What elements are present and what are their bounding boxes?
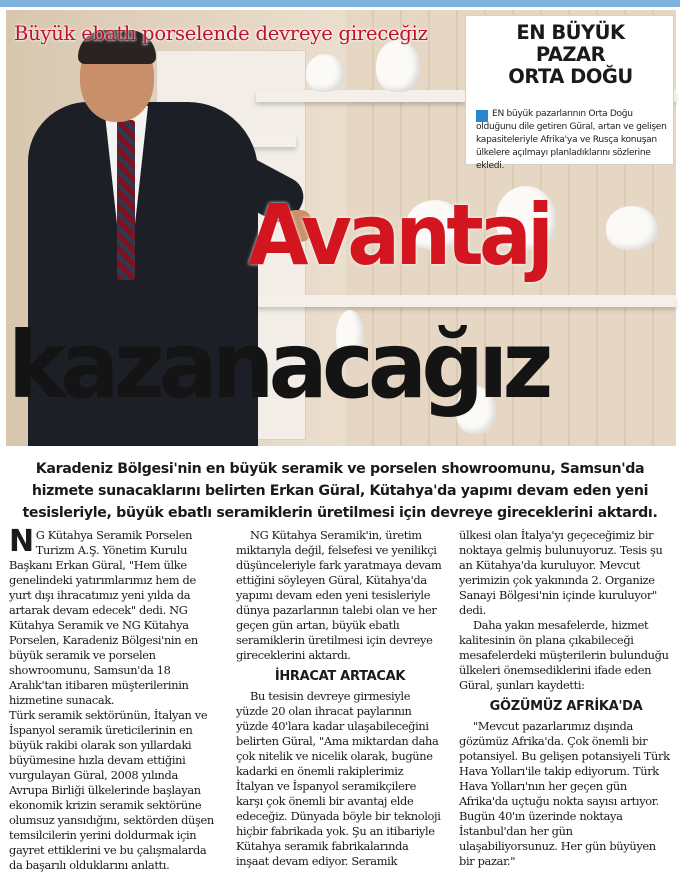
section-heading: GÖZÜMÜZ AFRİKA'DA	[489, 699, 643, 714]
top-rule	[0, 0, 680, 7]
paragraph: NG Kütahya Seramik'in, üretim miktarıyla değil, felsefesi ve yenilikçi düşünceleriyle fark yaratmaya devam ettiğini söyleyen Güral, Kütahya'da yapımı devam eden yeni tesisleriyle dünya pazarlarının talebi olan ve her geçen gün artan, büyük ebatlı seramiklerin üretilmesi için devreye gireceklerini aktardı.	[236, 528, 442, 662]
sidebox-title-line: EN BÜYÜK	[516, 21, 625, 44]
sidebox-title-line: PAZAR	[535, 43, 606, 66]
lead-paragraph: Karadeniz Bölgesi'nin en büyük seramik ve porselen showroomunu, Samsun'da hizmete sunacaklarını belirten Erkan Güral, Kütahya'da yapımı devam eden yeni tesisleriyle, büyük ebatlı seramiklerin üretilmesi için devreye gireceklerini aktardı.	[22, 461, 658, 521]
sidebox-title	[466, 22, 675, 88]
photo-teapot	[376, 40, 420, 92]
body-column-1	[9, 524, 217, 873]
dropcap: N	[9, 524, 34, 559]
sidebox-title-line: ORTA DOĞU	[508, 65, 633, 88]
photo-teapot	[606, 206, 658, 250]
photo-person-tie	[117, 120, 135, 280]
paragraph: Bu tesisin devreye girmesiyle yüzde 20 olan ihracat paylarının yüzde 40'lara kadar ulaşabileceğini belirten Güral, "Ama miktardan daha çok nitelik ve nicelik olarak, bugüne kadarki en önemli rakiplerimiz İtalyan ve İspanyol seramikçilere karşı çok önemli bir avantaj elde edeceğiz. Dünyada böyle bir teknoloji hiçbir fabrikada yok. Şu an itibariyle Kütahya seramik fabrikalarında inşaat devam ediyor. Seramik	[236, 689, 441, 868]
paragraph	[9, 524, 217, 708]
subheadline: Büyük ebatlı porselende devreye gireceğiz	[14, 22, 428, 45]
sidebox	[465, 15, 674, 171]
paragraph: "Mevcut pazarlarımız dışında gözümüz Afrika'da. Çok önemli bir potansiyel. Bu gelişen potansiyeli Türk Hava Yolları'ile takip ediyorum. Türk Hava Yolları'nın her geçen gün Afrika'da uçtuğu nokta sayısı artıyor. Bugün 40'ın üzerinde noktaya İstanbul'dan her gün ulaşabiliyorsunuz. Her gün büyüyen bir pazar."	[459, 719, 670, 868]
body-column-3	[459, 528, 673, 869]
body-column-2	[236, 528, 444, 869]
section-heading: İHRACAT ARTACAK	[274, 669, 406, 684]
paragraph: Türk seramik sektörünün, İtalyan ve İspanyol seramik üreticilerinin en büyük rakibi olarak son yıllardaki büyümesine hızla devam ettiğini vurgulayan Güral, 2008 yılında Avrupa Birliği ülkelerinde başlayan ekonomik krizin seramik sektörüne olumsuz yansıdığını, sektörden düşen temsilcilerin yerini doldurmak için gayret ettiklerini ve bu çalışmalarda da başarılı olduklarını anlattı.	[9, 708, 214, 872]
paragraph: Daha yakın mesafelerde, hizmet kalitesinin ön plana çıkabileceği mesafelerdeki müşterilerin bulunduğu ülkeleri önemsediklerini ifade eden Güral, şunları kaydetti:	[459, 618, 669, 692]
headline-line1: Avantaj	[248, 186, 550, 284]
sidebox-text: EN büyük pazarlarının Orta Doğu olduğunu dile getiren Güral, artan ve gelişen kapasiteleriyle Afrika'ya ve Rusça konuşan ülkelere açılmayı planladıklarını sözlerine ekledi.	[476, 109, 667, 171]
photo-teapot	[306, 54, 344, 92]
paragraph-text: G Kütahya Seramik Porselen Turizm A.Ş. Yönetim Kurulu Başkanı Erkan Güral, "Hem ülke genelindeki yatırımlarımız hem de yurt dışı ihracatımız yeni yılda da artarak devam edecek" dedi. NG Kütahya Seramik ve NG Kütahya Porselen, Karadeniz Bölgesi'nin en büyük seramik ve porselen showroomunu, Samsun'da 18 Aralık'tan itibaren müşterilerinin hizmetine sunacak.	[9, 528, 198, 707]
headline-line2: kazanacağız	[8, 312, 548, 419]
paragraph: ülkesi olan İtalya'yı geçeceğimiz bir noktaya gelmiş bulunuyoruz. Tesis şu an Kütahya'da kuruluyor. Mevcut yerimizin çok yakınında 2. Organize Sanayi Bölgesi'nin içinde kuruluyor" dedi.	[459, 528, 663, 617]
photo-shelf	[256, 295, 676, 307]
